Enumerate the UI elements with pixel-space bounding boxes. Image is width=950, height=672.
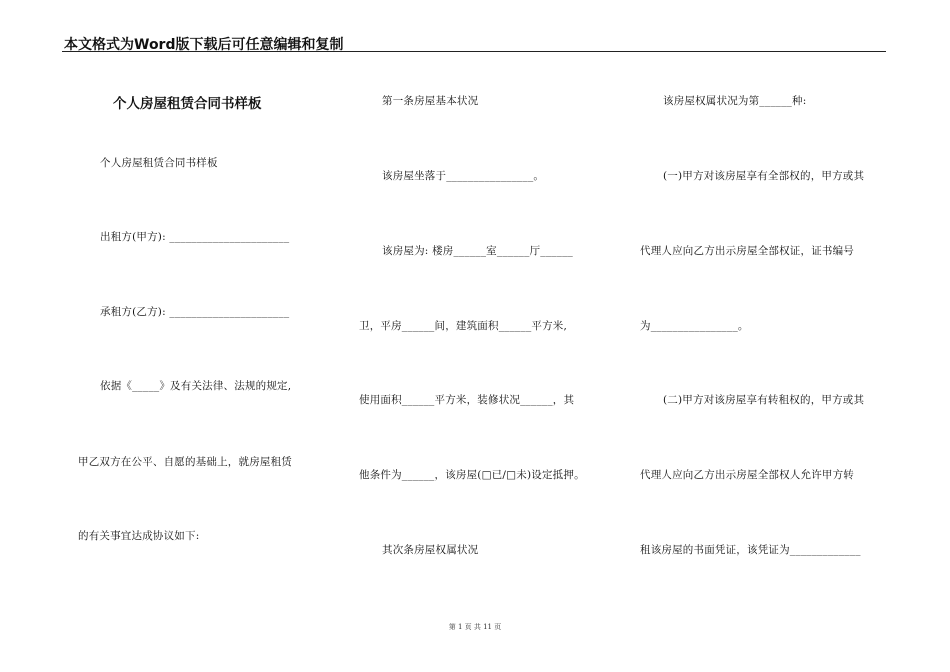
col3-line: 为________________。 xyxy=(640,320,749,332)
col3-line: 该房屋权属状况为第______种: xyxy=(663,95,807,107)
header-title: 本文格式为Word版下载后可任意编辑和复制 xyxy=(64,37,344,53)
col3-line: (一)甲方对该房屋享有全部权的，甲方或其 xyxy=(663,170,865,182)
col3-line: 代理人应向乙方出示房屋全部权人允许甲方转 xyxy=(640,469,854,481)
col3-line: 租该房屋的书面凭证，该凭证为_____________ xyxy=(640,544,861,556)
col3-line: 代理人应向乙方出示房屋全部权证，证书编号 xyxy=(640,245,854,257)
col1-line: 承租方(乙方): ______________________ xyxy=(100,306,290,318)
page-footer: 第 1 页 共 11 页 xyxy=(448,623,502,631)
col2-line: 该房屋坐落于________________。 xyxy=(382,170,545,182)
col2-line: 第一条房屋基本状况 xyxy=(382,95,479,107)
header-divider xyxy=(62,51,886,52)
col1-line: 依据《_____》及有关法律、法规的规定, xyxy=(100,380,292,392)
col3-line: (二)甲方对该房屋享有转租权的，甲方或其 xyxy=(663,394,865,406)
col1-line: 个人房屋租赁合同书样板 xyxy=(100,157,218,169)
col2-line: 其次条房屋权属状况 xyxy=(382,544,479,556)
col2-line: 该房屋为: 楼房______室______厅______ xyxy=(382,245,573,257)
col1-line: 出租方(甲方): ______________________ xyxy=(100,231,290,243)
col1-line: 甲乙双方在公平、自愿的基础上，就房屋租赁 xyxy=(78,456,292,468)
col1-line: 的有关事宜达成协议如下: xyxy=(78,530,200,542)
col2-line: 他条件为______，该房屋(□已/□未)设定抵押。 xyxy=(359,469,585,481)
document-title: 个人房屋租赁合同书样板 xyxy=(113,96,262,112)
col2-line: 卫，平房______间，建筑面积______平方米, xyxy=(359,320,568,332)
col2-line: 使用面积______平方米，装修状况______，其 xyxy=(359,394,575,406)
